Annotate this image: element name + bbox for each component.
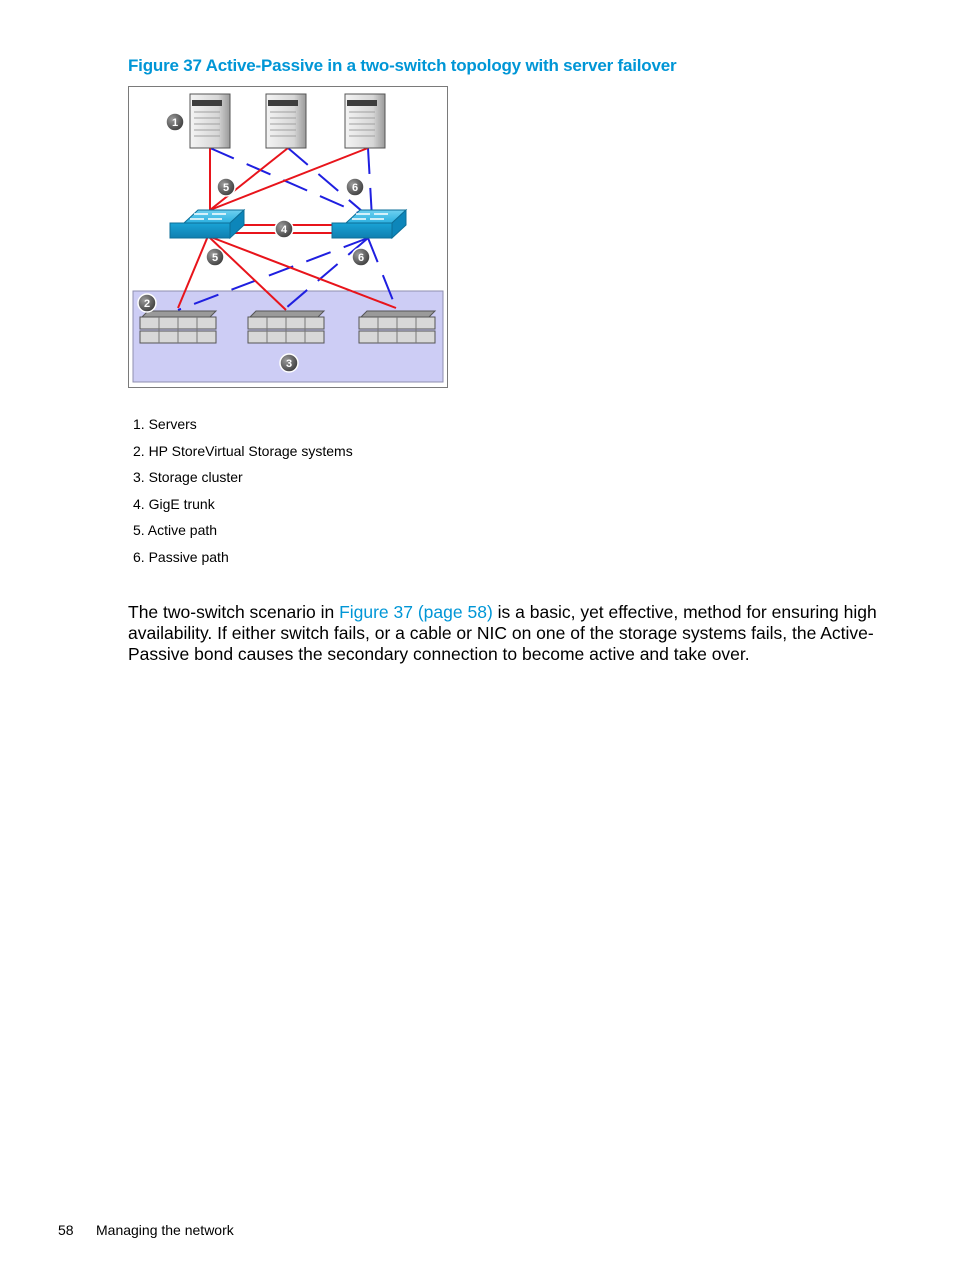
legend-item: 5. Active path: [133, 522, 218, 538]
server-2: [266, 94, 306, 148]
topology-diagram: [128, 86, 448, 388]
legend-item: 1. Servers: [133, 416, 197, 432]
svg-text:1: 1: [171, 117, 179, 129]
legend-item: 2. HP StoreVirtual Storage systems: [133, 442, 353, 459]
body-paragraph: [128, 602, 878, 665]
callout-passive-path-lower: [352, 248, 370, 266]
callout-storage-cluster: [280, 354, 298, 372]
svg-text:4: 4: [280, 224, 288, 236]
storage-system-1: [140, 311, 216, 343]
page-number: 58: [58, 1222, 74, 1238]
figure-cross-reference-link[interactable]: Figure 37 (page 58): [339, 601, 493, 622]
paragraph-text-end: is a basic, yet effective, method for ensuring high availability. If either switch fails, or a cable or NIC on one of the storage systems fails, the Active-Passive bond causes the secondary connection to become active and take over.: [128, 601, 877, 664]
server-3: [345, 94, 385, 148]
svg-text:2: 2: [143, 298, 151, 310]
storage-system-3: [359, 311, 435, 343]
paragraph-text-start: The two-switch scenario in: [128, 601, 340, 622]
legend-item: 6. Passive path: [133, 548, 229, 565]
footer-section-title: Managing the network: [96, 1222, 234, 1238]
page-footer: [58, 1222, 234, 1238]
figure-legend: [133, 414, 353, 573]
svg-text:6: 6: [351, 182, 359, 194]
storage-system-2: [248, 311, 324, 343]
legend-item: 4. GigE trunk: [133, 495, 215, 512]
svg-text:5: 5: [211, 252, 219, 264]
svg-text:6: 6: [357, 252, 365, 264]
svg-text:5: 5: [222, 182, 230, 194]
legend-item: 3. Storage cluster: [133, 469, 243, 485]
figure-caption: Figure 37 Active-Passive in a two-switch topology with server failover: [128, 56, 677, 75]
callout-storage-systems: [138, 294, 156, 312]
server-1: [190, 94, 230, 148]
callout-servers: [166, 113, 184, 131]
callout-gige-trunk: [275, 220, 293, 238]
svg-text:3: 3: [285, 358, 293, 370]
callout-active-path-upper: [217, 178, 235, 196]
callout-active-path-lower: [206, 248, 224, 266]
callout-passive-path-upper: [346, 178, 364, 196]
